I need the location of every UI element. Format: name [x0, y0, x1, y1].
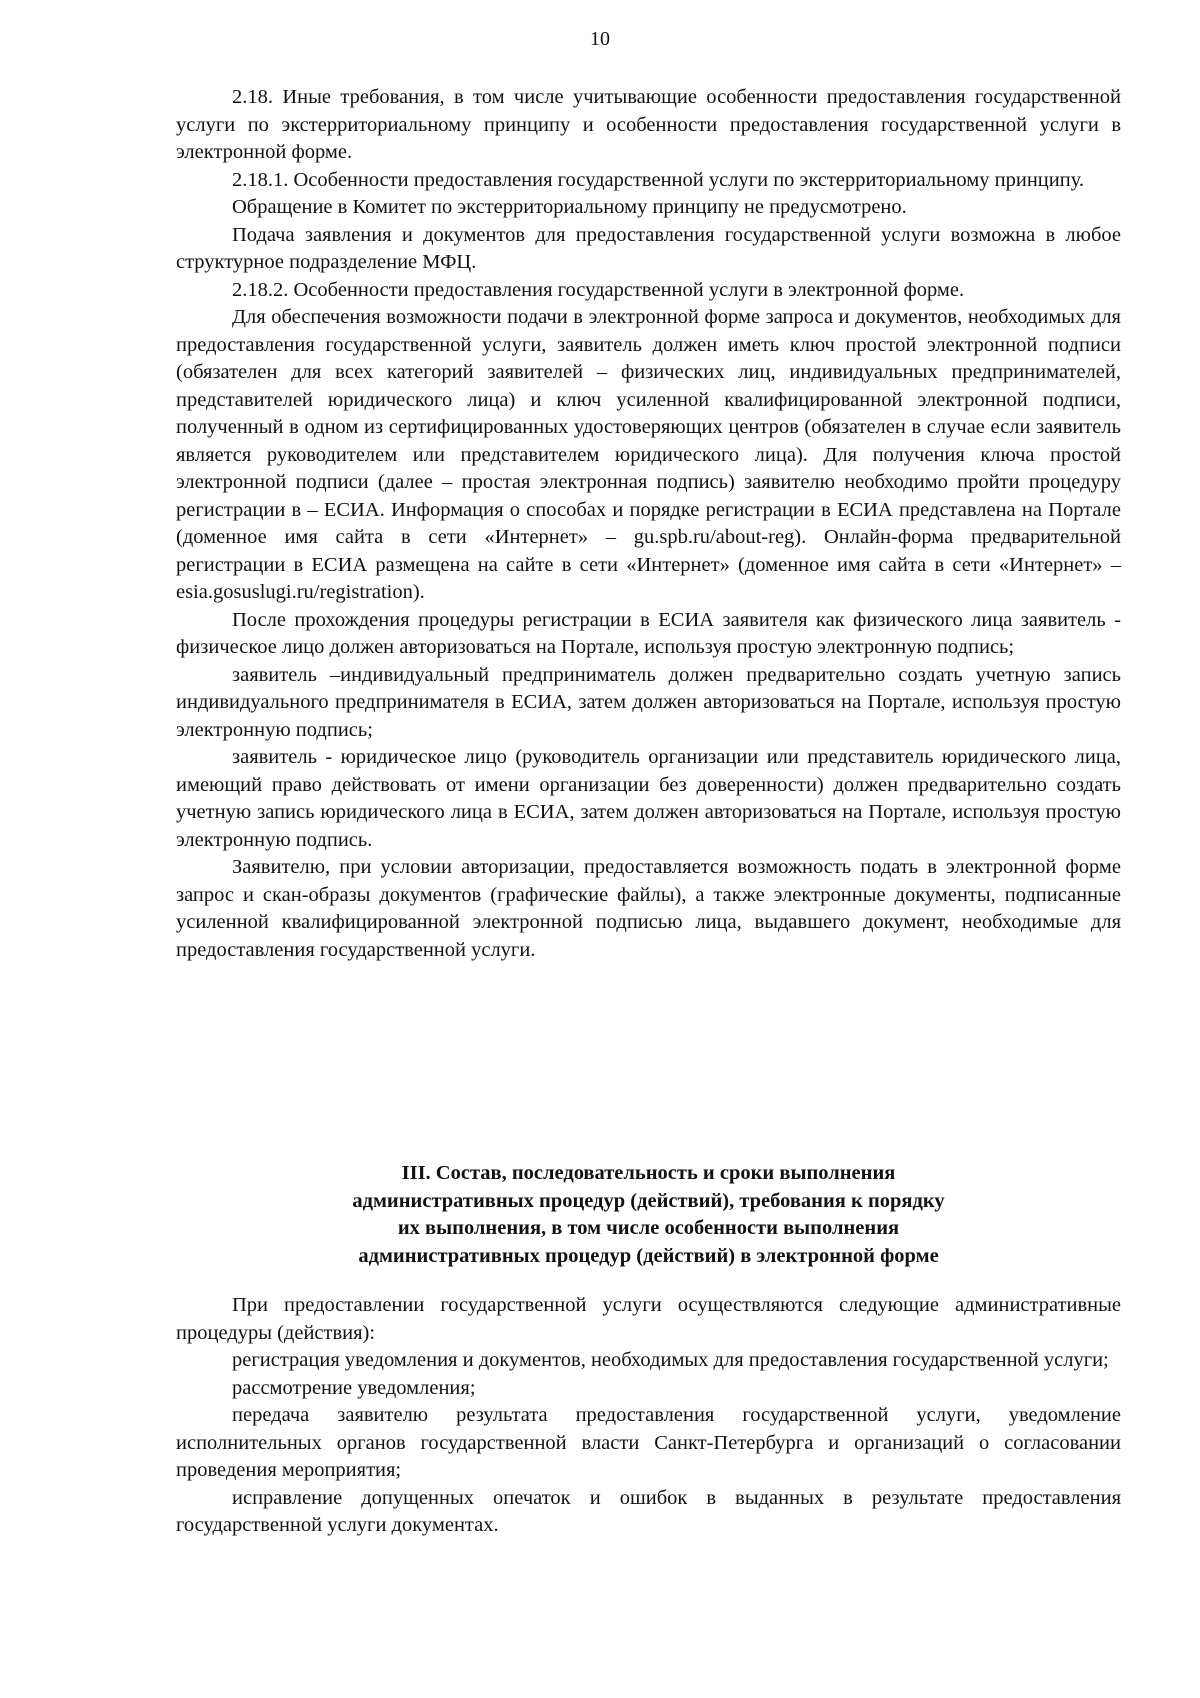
paragraph: После прохождения процедуры регистрации в ЕСИА заявителя как физического лица заявитель - физическое лицо должен авторизоваться на Портале, используя простую электронную подпись; [176, 608, 1121, 658]
heading-line: административных процедур (действий), требования к порядку [352, 1189, 945, 1212]
paragraph: При предоставлении государственной услуги осуществляются следующие административные процедуры (действия): [176, 1294, 1121, 1344]
paragraph: регистрация уведомления и документов, необходимых для предоставления государственной услуги; [232, 1349, 1109, 1371]
heading-line: их выполнения, в том числе особенности выполнения [397, 1217, 900, 1239]
paragraph: заявитель - юридическое лицо (руководитель организации или представитель юридического лица, имеющий право действовать от имени организации без доверенности) должен предварительно создать учетную запись юридического лица в ЕСИА, затем должен авторизоваться на Портале, используя простую электронную подпись. [176, 746, 1121, 851]
page-number: 10 [590, 28, 610, 50]
paragraph: 2.18.2. Особенности предоставления государственной услуги в электронной форме. [232, 278, 965, 301]
section-3-body [176, 1292, 1121, 1540]
paragraph: Подача заявления и документов для предоставления государственной услуги возможна в любое структурное подразделение МФЦ. [176, 223, 1121, 273]
paragraph: 2.18.1. Особенности предоставления государственной услуги по экстерриториальному принципу. [232, 168, 1085, 191]
paragraph: заявитель –индивидуальный предприниматель должен предварительно создать учетную запись индивидуального предпринимателя в ЕСИА, затем должен авторизоваться на Портале, используя простую электронную подпись; [176, 663, 1121, 741]
heading-line: III. Состав, последовательность и сроки выполнения [401, 1162, 896, 1184]
section-2-18-body [176, 84, 1121, 964]
paragraph: 2.18. Иные требования, в том числе учитывающие особенности предоставления государственной услуги по экстерриториальному принципу и особенности предоставления государственной услуги в электронной форме. [176, 86, 1121, 163]
paragraph: Заявителю, при условии авторизации, предоставляется возможность подать в электронной форме запрос и скан-образы документов (графические файлы), а также электронные документы, подписанные усиленной квалифицированной электронной подписью лица, выдавшего документ, необходимые для предоставления государственной услуги. [176, 856, 1121, 961]
section-3-heading [176, 1160, 1121, 1270]
paragraph: рассмотрение уведомления; [232, 1376, 476, 1399]
paragraph: Обращение в Комитет по экстерриториальному принципу не предусмотрено. [232, 196, 907, 218]
heading-line: административных процедур (действий) в электронной форме [358, 1244, 939, 1267]
paragraph: передача заявителю результата предоставления государственной услуги, уведомление исполнительных органов государственной власти Санкт-Петербурга и организаций о согласовании проведения мероприятия; [176, 1404, 1121, 1481]
paragraph: исправление допущенных опечаток и ошибок в выданных в результате предоставления государственной услуги документах. [176, 1486, 1121, 1536]
paragraph: Для обеспечения возможности подачи в электронной форме запроса и документов, необходимых для предоставления государственной услуги, заявитель должен иметь ключ простой электронной подписи (обязателен для всех категорий заявителей – физических лиц, индивидуальных предпринимателей, представителей юридического лица) и ключ усиленной квалифицированной электронной подписи, полученный в одном из сертифицированных удостоверяющих центров (обязателен в случае если заявитель является руководителем или представителем юридического лица). Для получения ключа простой электронной подписи (далее – простая электронная подпись) заявителю необходимо пройти процедуру регистрации в – ЕСИА. Информация о способах и порядке регистрации в ЕСИА представлена на Портале (доменное имя сайта в сети «Интернет» – gu.spb.ru/about-reg). Онлайн-форма предварительной регистрации в ЕСИА размещена на сайте в сети «Интернет» (доменное имя сайта в сети «Интернет» – esia.gosuslugi.ru/registration). [176, 306, 1121, 603]
